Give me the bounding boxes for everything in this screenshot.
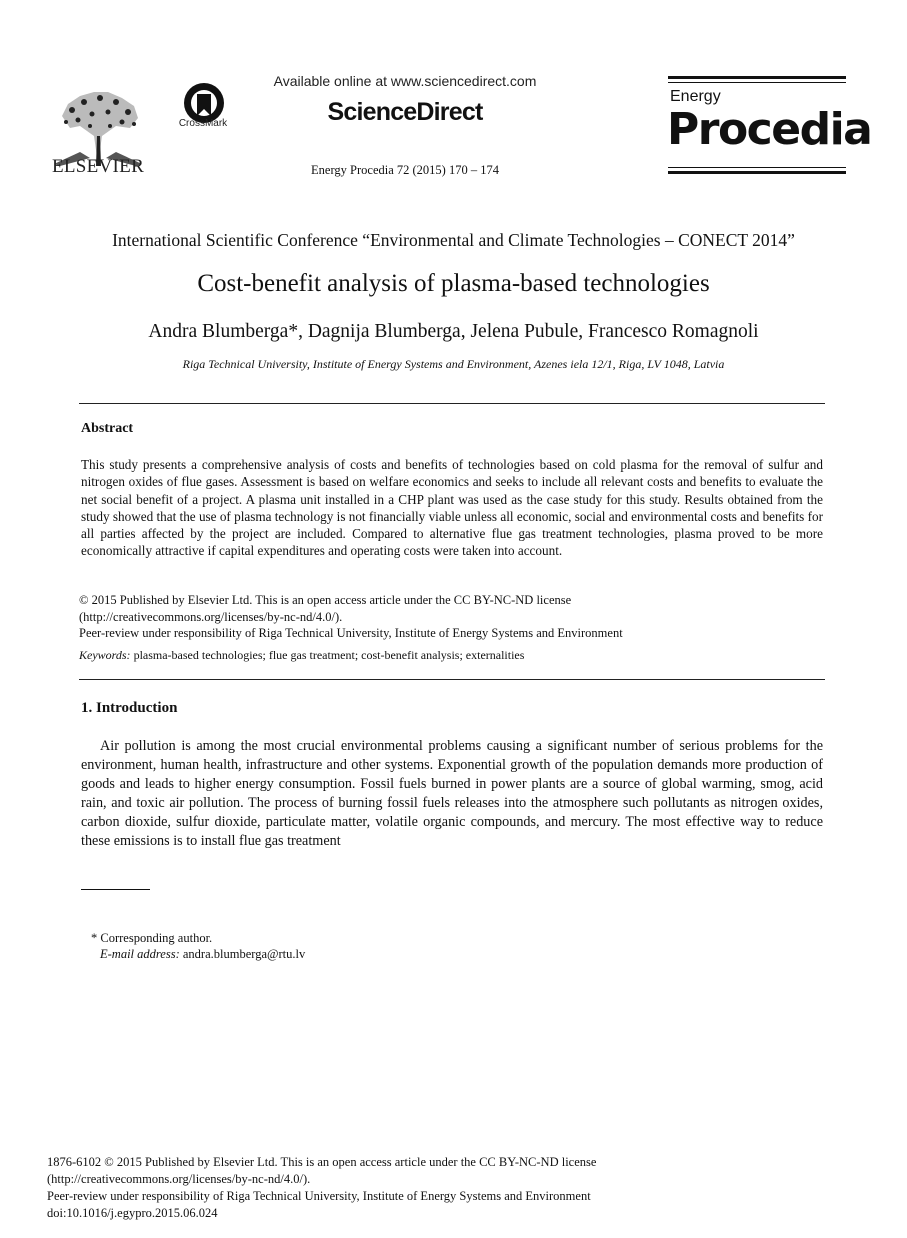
abstract-heading: Abstract — [81, 421, 134, 436]
introduction-body: Air pollution is among the most crucial environmental problems causing a significant number of serious problems for the environment, human health, infrastructure and other systems. Exponential growth of the population demands more production of goods and leads to higher energy consumption. Fossil fuels burned in power plants are a source of global warming, smog, acid rain, and toxic air pollution. The process of burning fossil fuels releases into the atmosphere such pollutants as nitrogen oxides, carbon dioxide, sulfur dioxide, particulate matter, volatile organic compounds, and mercury. The most effective way to reduce these emissions is to install flue gas treatment — [81, 738, 823, 849]
footer-license-link[interactable]: (http://creativecommons.org/licenses/by-nc-nd/4.0/). — [47, 1172, 311, 1186]
section-divider — [79, 403, 825, 404]
keywords — [79, 648, 825, 663]
email-address[interactable]: andra.blumberga@rtu.lv — [179, 947, 306, 961]
footer-issn-license: 1876-6102 © 2015 Published by Elsevier Ltd. This is an open access article under the CC BY-NC-ND license — [47, 1155, 597, 1169]
page-footer — [47, 1154, 847, 1222]
sciencedirect-logo[interactable]: ScienceDirect — [327, 98, 483, 126]
elsevier-wordmark: ELSEVIER — [51, 156, 145, 177]
available-online-text: Available online at www.sciencedirect.com — [273, 73, 537, 89]
journal-logo-procedia: Procedia — [667, 104, 872, 155]
copyright-notice — [79, 592, 825, 642]
journal-logo-energy: Energy — [670, 88, 721, 105]
footer-doi[interactable]: doi:10.1016/j.egypro.2015.06.024 — [47, 1206, 218, 1220]
journal-citation: Energy Procedia 72 (2015) 170 – 174 — [311, 163, 499, 177]
journal-logo-rule — [668, 167, 846, 168]
crossmark-label: CrossMark — [178, 118, 228, 129]
conference-name: International Scientific Conference “Environmental and Climate Technologies – CONECT 2014” — [112, 230, 795, 250]
footnote-rule — [81, 889, 150, 890]
journal-logo-rule — [668, 171, 846, 174]
introduction-heading: 1. Introduction — [81, 700, 178, 716]
section-divider — [79, 679, 825, 680]
author-affiliation: Riga Technical University, Institute of Energy Systems and Environment, Azenes iela 12/1, Riga, LV 1048, Latvia — [182, 357, 725, 371]
journal-logo-rule — [668, 76, 846, 79]
peer-review-note: Peer-review under responsibility of Riga Technical University, Institute of Energy Systems and Environment — [79, 626, 623, 640]
license-link[interactable]: (http://creativecommons.org/licenses/by-nc-nd/4.0/). — [79, 609, 343, 624]
keywords-list: plasma-based technologies; flue gas treatment; cost-benefit analysis; externalities — [130, 648, 525, 662]
copyright-line: © 2015 Published by Elsevier Ltd. This is an open access article under the CC BY-NC-ND license — [79, 593, 572, 607]
abstract-body: This study presents a comprehensive analysis of costs and benefits of technologies based on cold plasma for the removal of sulfur and nitrogen oxides of flue gases. Assessment is based on welfare economics and seeks to include all relevant costs and benefits to evaluate the net social benefit of a project. A plasma unit installed in a CHP plant was used as the case study for this study. Results obtained from the study showed that the use of plasma technology is not financially viable unless all economic, social and environmental costs and benefits for all parties affected by the project are included. Compared to alternative flue gas treatment technologies, plasma proved to be more economically attractive if capital expenditures and operating costs were taken into account. — [81, 457, 823, 559]
footer-peer-review: Peer-review under responsibility of Riga Technical University, Institute of Energy Systems and Environment — [47, 1189, 591, 1203]
email-note — [100, 947, 305, 962]
keywords-label: Keywords: — [79, 648, 131, 662]
corresponding-author-note: * Corresponding author. — [91, 931, 213, 945]
journal-logo-rule — [668, 82, 846, 83]
paper-title: Cost-benefit analysis of plasma-based technologies — [197, 270, 710, 297]
email-label: E-mail address: — [100, 947, 180, 961]
author-list: Andra Blumberga*, Dagnija Blumberga, Jelena Pubule, Francesco Romagnoli — [148, 321, 759, 342]
